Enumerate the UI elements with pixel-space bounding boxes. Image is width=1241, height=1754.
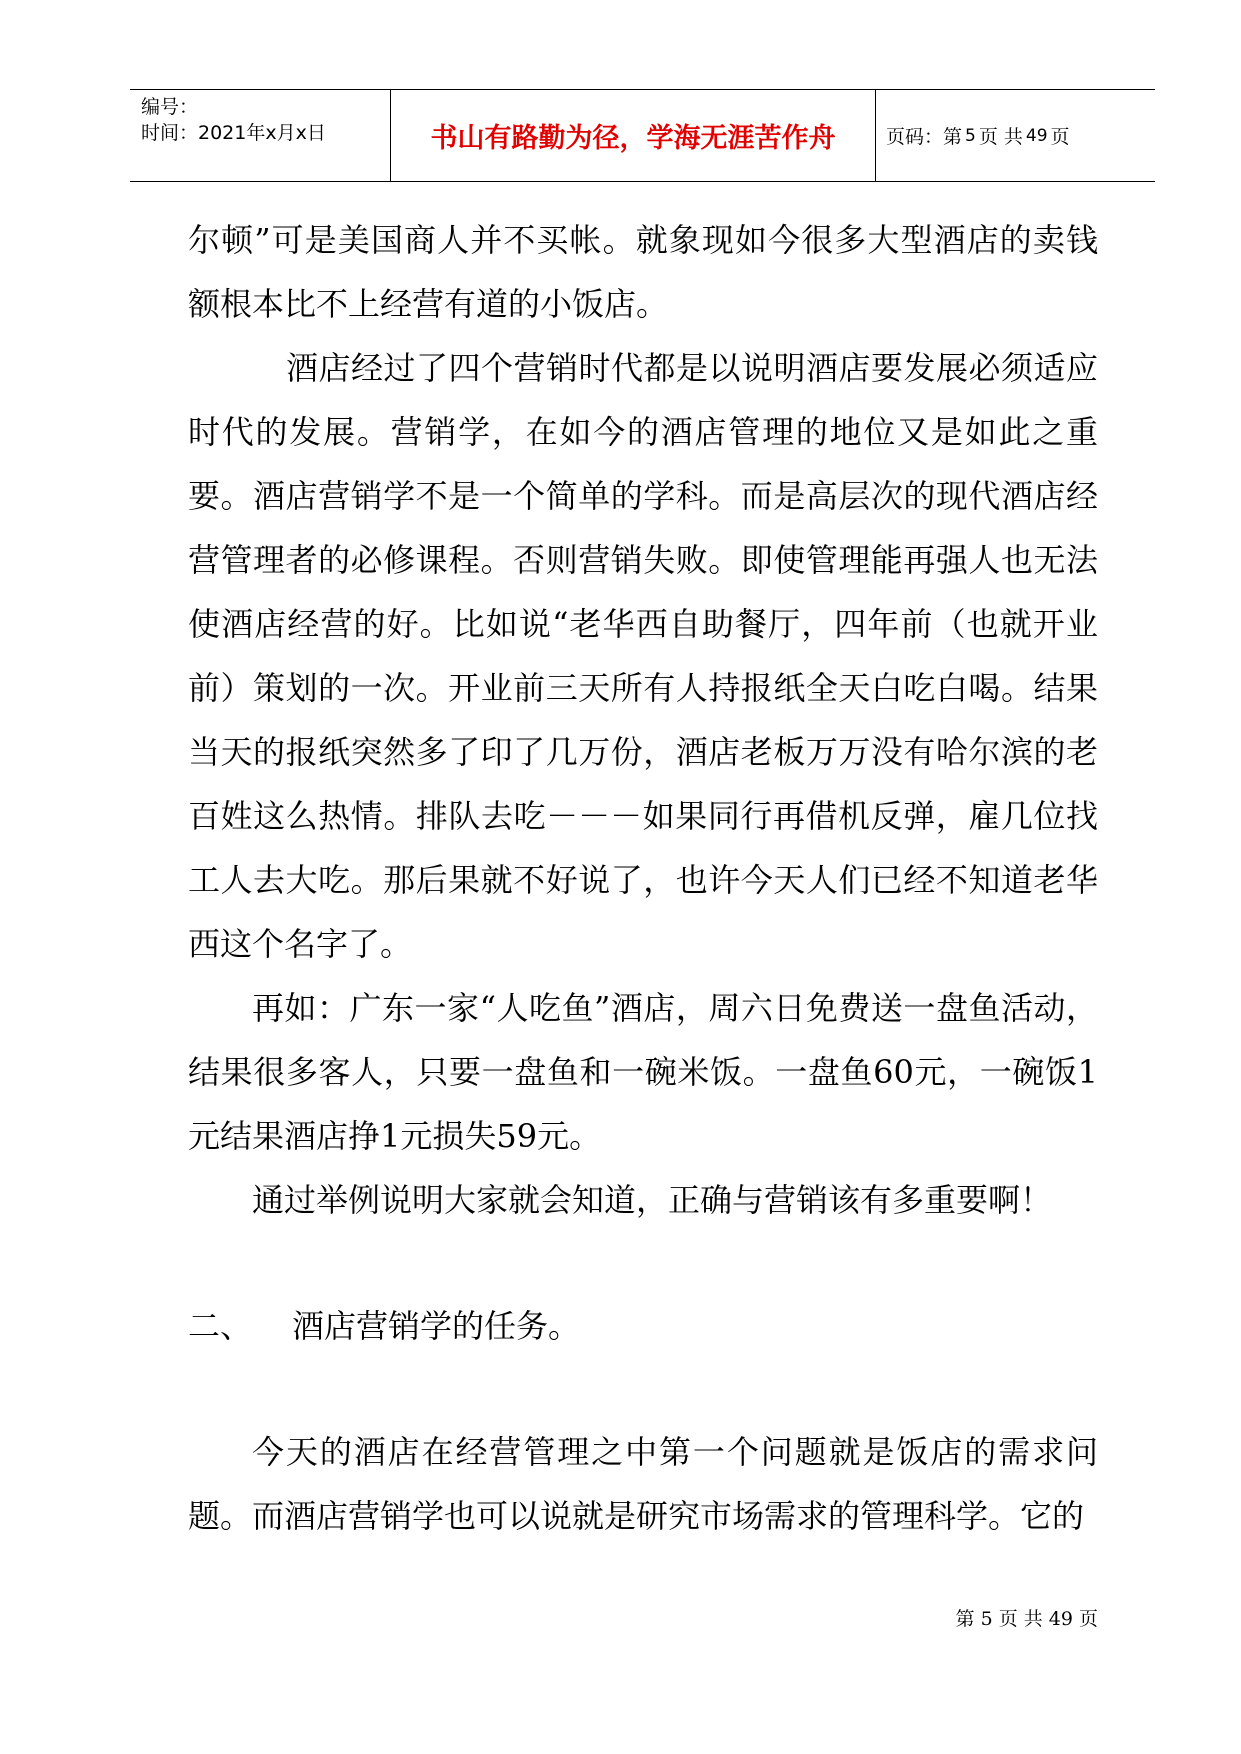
number-label: 编号：: [141, 96, 199, 118]
time-label: 时间：2021年x月x日: [141, 122, 326, 144]
page-prefix: 页码：第: [886, 126, 963, 148]
section-title: 酒店营销学的任务。: [292, 1307, 581, 1345]
header-page-cell: [876, 90, 1155, 181]
header-meta-cell: [130, 90, 391, 181]
section-heading: [188, 1294, 1098, 1358]
page-suffix: 页: [1050, 126, 1070, 148]
document-header: [130, 89, 1155, 182]
paragraph-2: 酒店经过了四个营销时代都是以说明酒店要发展必须适应时代的发展。营销学，在如今的酒店管理的地位又是如此之重要。酒店营销学不是一个简单的学科。而是高层次的现代酒店经营管理者的必修课程。否则营销失败。即使管理能再强人也无法使酒店经营的好。比如说“老华西自助餐厅，四年前（也就开业前）策划的一次。开业前三天所有人持报纸全天白吃白喝。结果当天的报纸突然多了印了几万份，酒店老板万万没有哈尔滨的老百姓这么热情。排队去吃－－－如果同行再借机反弹，雇几位找工人去大吃。那后果就不好说了，也许今天人们已经不知道老华西这个名字了。: [188, 349, 1098, 963]
page-middle: 页 共: [978, 126, 1023, 148]
paragraph-5: 今天的酒店在经营管理之中第一个问题就是饭店的需求问题。而酒店营销学也可以说就是研究市场需求的管理科学。它的: [188, 1433, 1098, 1535]
page-footer: 第 5 页 共 49 页: [955, 1608, 1098, 1630]
page-current: 5: [965, 125, 976, 146]
document-body: [188, 208, 1098, 1548]
header-motto-cell: [391, 90, 876, 181]
motto: 书山有路勤为径，学海无涯苦作舟: [430, 123, 836, 154]
page-total: 49: [1025, 125, 1048, 146]
paragraph-4: 通过举例说明大家就会知道，正确与营销该有多重要啊！: [252, 1181, 1053, 1219]
paragraph-3: 再如：广东一家“人吃鱼”酒店，周六日免费送一盘鱼活动，结果很多客人，只要一盘鱼和一碗米饭。一盘鱼60元，一碗饭1元结果酒店挣1元损失59元。: [188, 989, 1098, 1155]
paragraph-1: 尔顿”可是美国商人并不买帐。就象现如今很多大型酒店的卖钱额根本比不上经营有道的小饭店。: [188, 221, 1098, 323]
section-number: 二、: [188, 1307, 253, 1345]
